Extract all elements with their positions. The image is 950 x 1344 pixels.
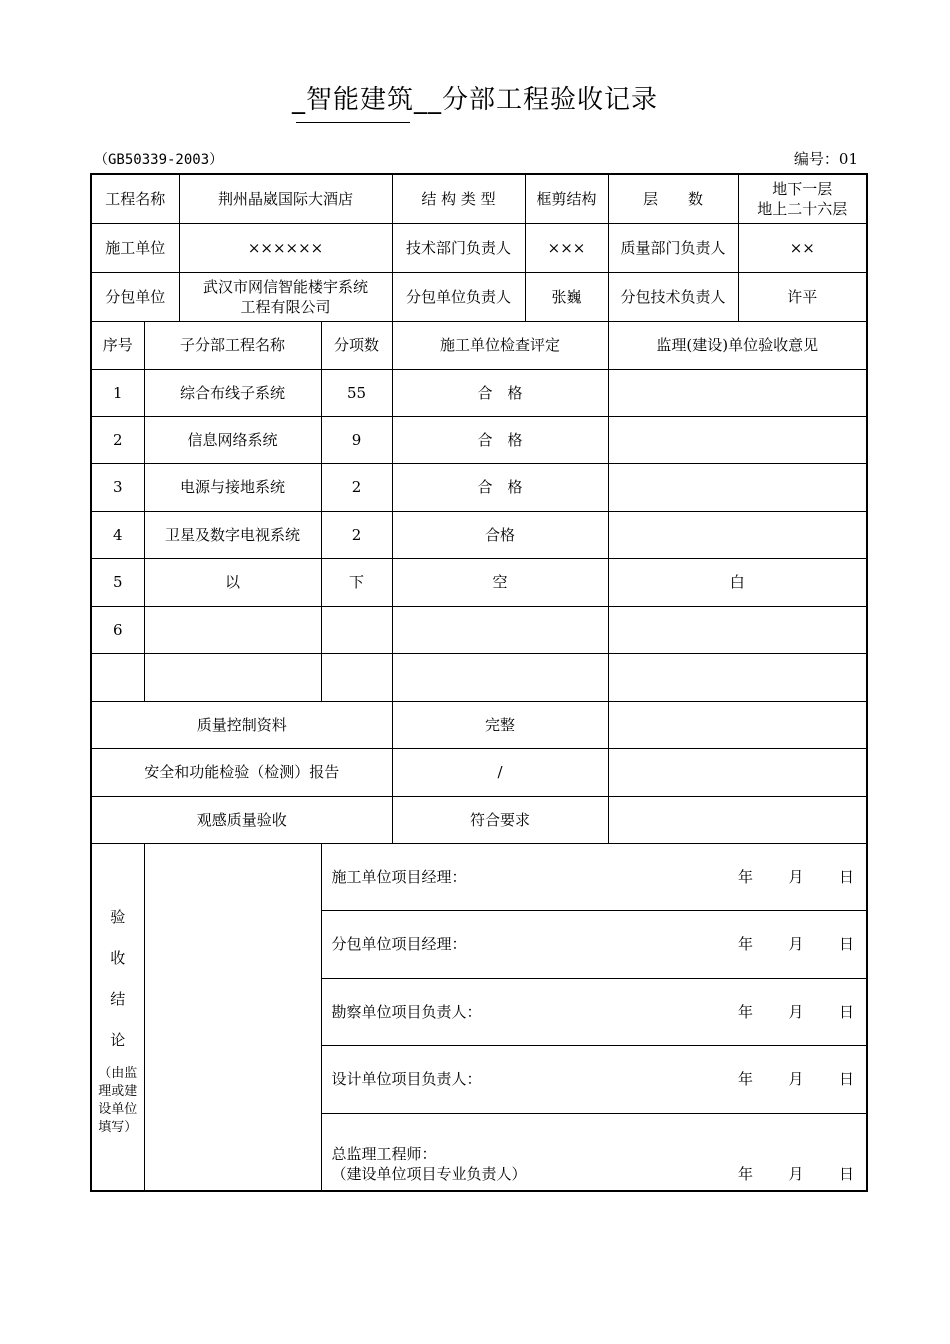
row-opinion: 白 bbox=[608, 558, 867, 606]
tech-head-value: ××× bbox=[525, 223, 608, 272]
structure-value: 框剪结构 bbox=[525, 174, 608, 223]
sign-cell-design bbox=[321, 1045, 867, 1113]
row-name: 以 bbox=[144, 558, 321, 606]
row-no: 3 bbox=[91, 463, 144, 511]
day-label: 日 bbox=[839, 1070, 855, 1088]
row-name: 信息网络系统 bbox=[144, 416, 321, 463]
row-check: 空 bbox=[392, 558, 608, 606]
appearance-opinion bbox=[608, 796, 867, 843]
sub-tech-label: 分包技术负责人 bbox=[608, 272, 738, 321]
sub-tech-value: 许平 bbox=[738, 272, 867, 321]
sign-row-contractor bbox=[91, 843, 867, 910]
floors-label: 层 数 bbox=[608, 174, 738, 223]
table-row bbox=[91, 606, 867, 653]
verdict-note-line-3: 设单位 bbox=[98, 1101, 138, 1117]
row-no: 5 bbox=[91, 558, 144, 606]
table-row bbox=[91, 558, 867, 606]
verdict-char-3: 结 bbox=[110, 989, 126, 1008]
date-fields bbox=[738, 1069, 854, 1089]
sub-line-2: 工程有限公司 bbox=[240, 297, 331, 316]
day-label: 日 bbox=[839, 1165, 855, 1183]
sign-cell-contractor-pm bbox=[321, 843, 867, 910]
sub-head-value: 张巍 bbox=[525, 272, 608, 321]
contractor-label: 施工单位 bbox=[91, 223, 179, 272]
supervisor-label: 总监理工程师： bbox=[331, 1145, 437, 1163]
date-fields bbox=[738, 934, 854, 954]
contractor-value: ×××××× bbox=[179, 223, 392, 272]
day-label: 日 bbox=[839, 935, 855, 953]
day-label: 日 bbox=[839, 867, 855, 886]
row-opinion bbox=[608, 511, 867, 558]
year-label: 年 bbox=[738, 1070, 754, 1088]
quality-head-value: ×× bbox=[738, 223, 867, 272]
table-header-row bbox=[91, 321, 867, 369]
floors-line-1: 地下一层 bbox=[772, 179, 833, 198]
standard-code: （GB50339-2003） bbox=[94, 152, 224, 168]
row-check: 合 格 bbox=[392, 416, 608, 463]
row-no bbox=[91, 653, 144, 701]
row-count bbox=[321, 653, 392, 701]
info-row-project bbox=[91, 174, 867, 223]
appearance-label: 观感质量验收 bbox=[91, 796, 392, 843]
row-count: 55 bbox=[321, 369, 392, 416]
info-row-subcontractor bbox=[91, 272, 867, 321]
survey-label: 勘察单位项目负责人： bbox=[331, 1002, 482, 1021]
verdict-char-4: 论 bbox=[110, 1030, 126, 1049]
header-name: 子分部工程名称 bbox=[144, 321, 321, 369]
row-count: 9 bbox=[321, 416, 392, 463]
row-opinion bbox=[608, 369, 867, 416]
sub-head-label: 分包单位负责人 bbox=[392, 272, 525, 321]
floors-line-2: 地上二十六层 bbox=[757, 199, 848, 218]
header-check: 施工单位检查评定 bbox=[392, 321, 608, 369]
sign-cell-survey bbox=[321, 978, 867, 1045]
acceptance-form bbox=[90, 173, 868, 1192]
supervisor-sub-label: （建设单位项目专业负责人） bbox=[331, 1165, 527, 1183]
row-count: 2 bbox=[321, 511, 392, 558]
design-label: 设计单位项目负责人： bbox=[331, 1070, 482, 1088]
row-name bbox=[144, 606, 321, 653]
header-opinion: 监理(建设)单位验收意见 bbox=[608, 321, 867, 369]
row-count bbox=[321, 606, 392, 653]
verdict-note bbox=[94, 1065, 142, 1137]
sign-cell-supervisor bbox=[321, 1113, 867, 1191]
supervisor-labels bbox=[332, 1144, 527, 1184]
table-row bbox=[91, 511, 867, 558]
header-no: 序号 bbox=[91, 321, 144, 369]
row-check: 合格 bbox=[392, 511, 608, 558]
row-check: 合 格 bbox=[392, 463, 608, 511]
sub-line-1: 武汉市网信智能楼宇系统 bbox=[203, 277, 369, 296]
table-row bbox=[91, 416, 867, 463]
page-title: _智能建筑__分部工程验收记录 bbox=[291, 85, 658, 115]
day-label: 日 bbox=[839, 1002, 855, 1021]
year-label: 年 bbox=[738, 935, 754, 953]
appearance-value: 符合要求 bbox=[392, 796, 608, 843]
sign-cell-sub-pm bbox=[321, 910, 867, 978]
quality-head-label: 质量部门负责人 bbox=[608, 223, 738, 272]
safety-label: 安全和功能检验（检测）报告 bbox=[91, 748, 392, 796]
row-no: 2 bbox=[91, 416, 144, 463]
quality-docs-row bbox=[91, 701, 867, 748]
row-check bbox=[392, 606, 608, 653]
row-opinion bbox=[608, 653, 867, 701]
table-row bbox=[91, 653, 867, 701]
structure-label: 结 构 类 型 bbox=[392, 174, 525, 223]
month-label: 月 bbox=[788, 867, 804, 886]
date-fields bbox=[738, 867, 854, 887]
project-name-value: 荆州晶崴国际大酒店 bbox=[179, 174, 392, 223]
row-name: 电源与接地系统 bbox=[144, 463, 321, 511]
year-label: 年 bbox=[738, 1165, 754, 1183]
sub-label: 分包单位 bbox=[91, 272, 179, 321]
info-row-contractor bbox=[91, 223, 867, 272]
month-label: 月 bbox=[788, 935, 804, 953]
safety-opinion bbox=[608, 748, 867, 796]
month-label: 月 bbox=[788, 1070, 804, 1088]
date-fields bbox=[738, 1002, 854, 1022]
row-count: 下 bbox=[321, 558, 392, 606]
row-count: 2 bbox=[321, 463, 392, 511]
verdict-char-1: 验 bbox=[110, 907, 126, 926]
row-no: 6 bbox=[91, 606, 144, 653]
appearance-row bbox=[91, 796, 867, 843]
row-no: 4 bbox=[91, 511, 144, 558]
row-no: 1 bbox=[91, 369, 144, 416]
tech-head-label: 技术部门负责人 bbox=[392, 223, 525, 272]
sub-value bbox=[179, 272, 392, 321]
row-name: 卫星及数字电视系统 bbox=[144, 511, 321, 558]
date-fields bbox=[738, 1164, 854, 1184]
verdict-blank bbox=[144, 843, 321, 1191]
year-label: 年 bbox=[738, 1002, 754, 1021]
table-row bbox=[91, 369, 867, 416]
record-number: 编号：01 bbox=[793, 150, 858, 168]
project-name-label: 工程名称 bbox=[91, 174, 179, 223]
verdict-note-line-4: 填写） bbox=[98, 1119, 138, 1135]
row-opinion bbox=[608, 416, 867, 463]
table-row bbox=[91, 463, 867, 511]
contractor-pm-label: 施工单位项目经理： bbox=[331, 867, 467, 886]
sub-pm-label: 分包单位项目经理： bbox=[331, 935, 467, 953]
header-count: 分项数 bbox=[321, 321, 392, 369]
verdict-label bbox=[91, 843, 144, 1191]
row-name: 综合布线子系统 bbox=[144, 369, 321, 416]
verdict-char-2: 收 bbox=[110, 948, 126, 967]
safety-row bbox=[91, 748, 867, 796]
title-underline bbox=[296, 122, 410, 123]
floors-value bbox=[738, 174, 867, 223]
row-check: 合 格 bbox=[392, 369, 608, 416]
year-label: 年 bbox=[738, 867, 754, 886]
row-name bbox=[144, 653, 321, 701]
row-opinion bbox=[608, 606, 867, 653]
month-label: 月 bbox=[788, 1002, 804, 1021]
safety-value: / bbox=[392, 748, 608, 796]
month-label: 月 bbox=[788, 1165, 804, 1183]
verdict-note-line-2: 理或建 bbox=[98, 1083, 138, 1099]
row-check bbox=[392, 653, 608, 701]
quality-docs-label: 质量控制资料 bbox=[91, 701, 392, 748]
row-opinion bbox=[608, 463, 867, 511]
verdict-note-line-1: （由监 bbox=[98, 1065, 138, 1081]
quality-docs-opinion bbox=[608, 701, 867, 748]
quality-docs-value: 完整 bbox=[392, 701, 608, 748]
